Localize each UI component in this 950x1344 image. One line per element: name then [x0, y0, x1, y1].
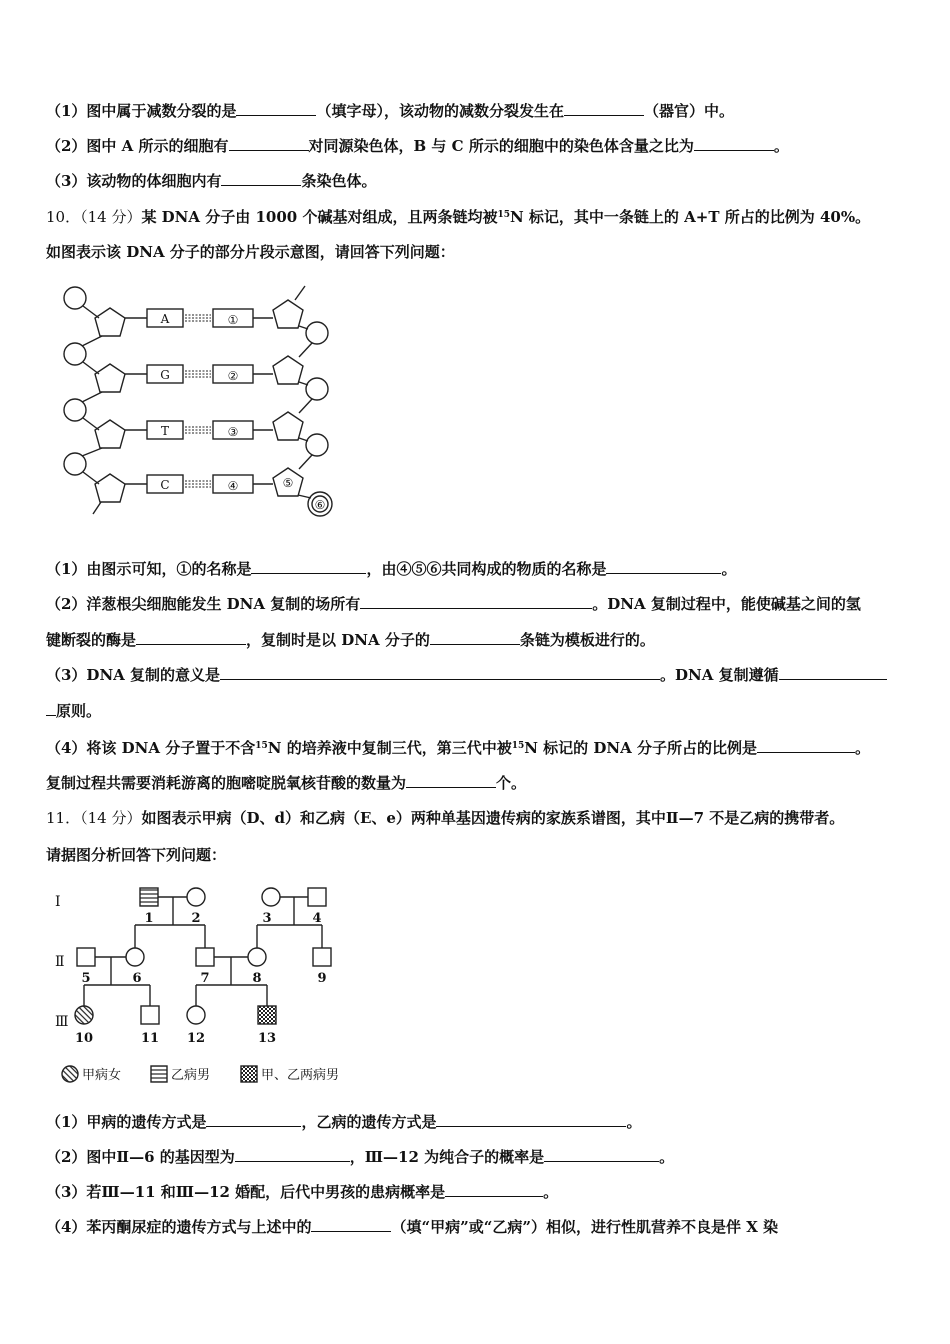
label-6: ⑥	[314, 498, 326, 512]
base-label-t: T	[160, 424, 170, 438]
deoxyribose-pentagon	[95, 364, 125, 392]
q10-part3-text: （3）DNA 复制的意义是	[46, 666, 221, 684]
generation-label: Ⅲ	[55, 1014, 69, 1030]
q9-part1-text: （器官）中。	[643, 102, 734, 120]
individual-13	[258, 1006, 276, 1024]
answer-blank[interactable]	[311, 1217, 391, 1232]
individual-11	[141, 1006, 159, 1024]
q9-part2-text: 。	[773, 137, 789, 155]
q11-part4-text: （4）苯丙酮尿症的遗传方式与上述中的	[46, 1218, 312, 1236]
individual-number: 1	[144, 911, 154, 926]
q9-part1-text: （填字母），该动物的减数分裂发生在	[316, 102, 564, 120]
answer-blank[interactable]	[235, 1147, 350, 1162]
q9-part2-text: （2）图中 A 所示的细胞有	[46, 137, 229, 155]
question-score: （14 分）	[80, 809, 142, 827]
answer-blank[interactable]	[757, 738, 855, 753]
q10-part4-cont	[46, 772, 910, 794]
legend-label-both: 甲、乙两病男	[261, 1068, 340, 1083]
q11-part3	[46, 1181, 910, 1203]
individual-number: 5	[81, 971, 91, 986]
base-label-c: C	[160, 478, 170, 492]
individual-4	[308, 888, 326, 906]
q10-part4-text: 个。	[496, 774, 527, 792]
phosphate-circle	[306, 378, 328, 400]
individual-number: 3	[262, 911, 272, 926]
legend-symbol-jia	[62, 1066, 78, 1082]
pedigree-diagram	[45, 880, 375, 1090]
q10-intro-text: 某 DNA 分子由 1000 个碱基对组成，且两条链均被	[141, 208, 498, 226]
q10-part2-text: ，复制时是以 DNA 分子的	[246, 631, 430, 649]
individual-7	[196, 948, 214, 966]
isotope-superscript: 15	[497, 210, 510, 220]
q9-part3-text: （3）该动物的体细胞内有	[46, 172, 222, 190]
q11-intro	[46, 807, 910, 829]
question-score: （14 分）	[80, 208, 142, 226]
dna-structure-diagram	[55, 278, 345, 523]
q11-part1-text: ，乙病的遗传方式是	[301, 1113, 437, 1131]
q11-part2-text: 。	[659, 1148, 675, 1166]
individual-number: 10	[74, 1031, 94, 1046]
q10-part4-text: 复制过程共需要消耗游离的胞嘧啶脱氧核苷酸的数量为	[46, 774, 407, 792]
individual-2	[187, 888, 205, 906]
q11-part2	[46, 1146, 910, 1168]
legend-symbol-both	[241, 1066, 257, 1082]
q9-part3-text: 条染色体。	[301, 172, 377, 190]
base-label-1: ①	[227, 313, 239, 327]
individual-number: 6	[132, 971, 142, 986]
q9-part2	[46, 135, 910, 157]
individual-5	[77, 948, 95, 966]
generation-label: Ⅰ	[55, 894, 61, 910]
answer-blank[interactable]	[220, 665, 660, 680]
q11-part2-text: （2）图中Ⅱ—6 的基因型为	[46, 1148, 235, 1166]
individual-1	[140, 888, 158, 906]
answer-blank[interactable]	[430, 630, 520, 645]
q10-intro-text: 如图表示该 DNA 分子的部分片段示意图，请回答下列问题：	[46, 243, 455, 261]
q11-part4-text: （填“甲病”或“乙病”）相似，进行性肌营养不良是伴 X 染	[391, 1218, 779, 1236]
answer-blank[interactable]	[564, 101, 644, 116]
individual-12	[187, 1006, 205, 1024]
q10-part1	[46, 558, 910, 580]
q10-part4-text: （4）将该 DNA 分子置于不含	[46, 739, 256, 757]
q10-part3-cont	[46, 700, 910, 722]
phosphate-circle	[64, 287, 86, 309]
individual-number: 13	[257, 1031, 277, 1046]
answer-blank[interactable]	[136, 630, 246, 645]
individual-number: 11	[140, 1031, 160, 1046]
q11-intro-text: 请据图分析回答下列问题：	[46, 846, 227, 864]
q10-intro-2	[46, 241, 910, 263]
q9-part1-text: （1）图中属于减数分裂的是	[46, 102, 237, 120]
phosphate-circle	[306, 322, 328, 344]
q11-part1-text: 。	[626, 1113, 642, 1131]
answer-blank[interactable]	[251, 559, 366, 574]
answer-blank[interactable]	[445, 1182, 543, 1197]
answer-blank[interactable]	[236, 101, 316, 116]
legend-label-jia: 甲病女	[82, 1068, 122, 1083]
q11-part1-text: （1）甲病的遗传方式是	[46, 1113, 207, 1131]
generation-label: Ⅱ	[55, 954, 65, 970]
deoxyribose-pentagon	[95, 474, 125, 502]
q11-part2-text: ，Ⅲ—12 为纯合子的概率是	[349, 1148, 545, 1166]
individual-number: 8	[252, 971, 262, 986]
question-number: 11．	[46, 809, 81, 827]
phosphate-circle	[306, 434, 328, 456]
base-label-4: ④	[227, 479, 239, 493]
answer-blank[interactable]	[606, 559, 721, 574]
q10-part2-cont	[46, 629, 910, 651]
individual-6	[126, 948, 144, 966]
answer-blank[interactable]	[436, 1112, 626, 1127]
base-label-3: ③	[227, 425, 239, 439]
q10-part2	[46, 593, 910, 615]
q9-part1	[46, 100, 910, 122]
base-label-a: A	[160, 312, 170, 326]
q10-part4-text: 。	[855, 739, 871, 757]
q9-part2-text: 对同源染色体，B 与 C 所示的细胞中的染色体含量之比为	[308, 137, 694, 155]
q10-part2-text: 。DNA 复制过程中，能使碱基之间的氢	[592, 595, 861, 613]
question-number: 10．	[46, 208, 81, 226]
individual-number: 12	[186, 1031, 206, 1046]
q10-intro	[46, 204, 910, 228]
individual-number: 9	[317, 971, 327, 986]
deoxyribose-pentagon	[95, 420, 125, 448]
q11-part1	[46, 1111, 910, 1133]
deoxyribose-pentagon	[273, 356, 303, 384]
q10-part4-text: N 的培养液中复制三代，第三代中被	[267, 739, 512, 757]
answer-blank[interactable]	[406, 773, 496, 788]
q11-intro-2	[46, 844, 910, 866]
isotope-superscript: 15	[255, 741, 268, 751]
legend-label-yi: 乙病男	[171, 1068, 211, 1083]
q10-part1-text: 。	[721, 560, 737, 578]
individual-9	[313, 948, 331, 966]
q10-intro-text: N 标记，其中一条链上的 A+T 所占的比例为 40%。	[509, 208, 871, 226]
q11-part3-text: （3）若Ⅲ—11 和Ⅲ—12 婚配，后代中男孩的患病概率是	[46, 1183, 446, 1201]
answer-blank[interactable]	[360, 594, 592, 609]
individual-number: 2	[191, 911, 201, 926]
answer-blank[interactable]	[221, 171, 301, 186]
base-label-2: ②	[227, 369, 239, 383]
q10-part2-text: （2）洋葱根尖细胞能发生 DNA 复制的场所有	[46, 595, 361, 613]
answer-blank[interactable]	[206, 1112, 301, 1127]
q11-part3-text: 。	[543, 1183, 559, 1201]
answer-blank[interactable]	[46, 701, 56, 716]
answer-blank[interactable]	[229, 136, 309, 151]
q10-part3	[46, 664, 910, 686]
legend-symbol-yi	[151, 1066, 167, 1082]
isotope-superscript: 15	[511, 741, 525, 751]
q10-part3-text: 。DNA 复制遵循	[660, 666, 779, 684]
deoxyribose-pentagon	[273, 300, 303, 328]
base-label-g: G	[160, 368, 170, 382]
label-5: ⑤	[282, 476, 294, 490]
individual-number: 4	[312, 911, 322, 926]
deoxyribose-pentagon	[273, 412, 303, 440]
individual-10	[75, 1006, 93, 1024]
answer-blank[interactable]	[544, 1147, 659, 1162]
q10-part4	[46, 735, 910, 759]
q11-part4	[46, 1216, 910, 1238]
q11-intro-text: 如图表示甲病（D、d）和乙病（E、e）两种单基因遗传病的家族系谱图，其中Ⅱ—7 不是乙病的携带者。	[141, 809, 845, 827]
answer-blank[interactable]	[779, 665, 887, 680]
q10-part1-text: （1）由图示可知，①的名称是	[46, 560, 252, 578]
q10-part4-text: N 标记的 DNA 分子所占的比例是	[524, 739, 757, 757]
individual-number: 7	[200, 971, 210, 986]
q10-part2-text: 条链为模板进行的。	[519, 631, 655, 649]
q9-part3	[46, 170, 910, 192]
deoxyribose-pentagon	[95, 308, 125, 336]
individual-3	[262, 888, 280, 906]
individual-8	[248, 948, 266, 966]
q10-part3-text: 原则。	[56, 702, 102, 720]
q10-part1-text: ，由④⑤⑥共同构成的物质的名称是	[366, 560, 607, 578]
answer-blank[interactable]	[694, 136, 774, 151]
q10-part2-text: 键断裂的酶是	[46, 631, 137, 649]
